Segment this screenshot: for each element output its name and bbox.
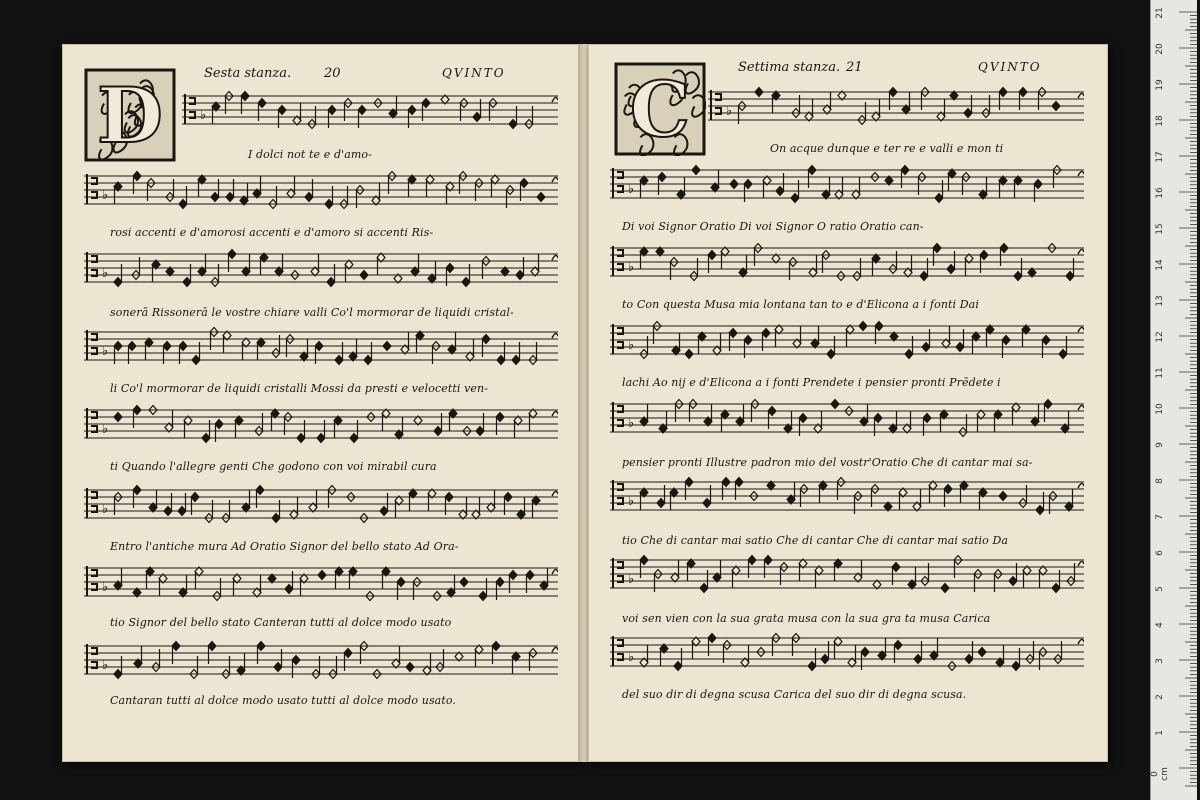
mensural-note [395, 496, 403, 519]
mensural-note [671, 560, 679, 583]
mensural-note [318, 571, 326, 580]
mensural-note [529, 409, 537, 432]
flat-sign: ♭ [102, 580, 109, 595]
measuring-ruler [1150, 0, 1197, 800]
mensural-note [426, 175, 434, 198]
lyric-line: pensier pronti Illustre padron mio del vostr'Oratio Che di cantar mai sa- [622, 456, 1033, 469]
mensural-note [730, 180, 738, 189]
mensural-note [741, 645, 749, 668]
mensural-note [831, 400, 839, 409]
mensural-note [1012, 403, 1020, 426]
mensural-note [930, 638, 938, 661]
mensural-note [334, 416, 342, 439]
mensural-note [114, 182, 122, 205]
mensural-note [423, 653, 431, 676]
mensural-note [235, 416, 243, 439]
mensural-note [531, 254, 539, 277]
clef-mark [711, 90, 721, 120]
clef-mark [613, 480, 623, 510]
mensural-note [409, 489, 417, 512]
decorated-initial [84, 68, 176, 162]
mensural-note [763, 176, 771, 199]
clef-mark [613, 246, 623, 276]
mensural-note [704, 404, 712, 427]
mensural-note [377, 253, 385, 276]
flat-sign: ♭ [726, 104, 733, 119]
ruler-label: 5 [1155, 586, 1165, 592]
mensural-note [787, 482, 795, 505]
ruler-label: 2 [1155, 694, 1165, 700]
mensural-note [447, 575, 455, 598]
mensural-note [392, 646, 400, 669]
custos-mark [1078, 639, 1084, 644]
mensural-note [860, 404, 868, 427]
mensural-note [517, 497, 525, 520]
mensural-note [941, 584, 949, 593]
music-staff [84, 396, 558, 456]
lyric-line: tio Che di cantar mai satio Che di cantar Che di cantar mai satio Da [622, 534, 1009, 547]
mensural-note [406, 663, 414, 672]
stanza-title: Settima stanza. [738, 60, 841, 75]
mensural-note [1014, 176, 1022, 199]
mensural-note [937, 99, 945, 122]
mensural-note [999, 176, 1007, 199]
mensural-note [672, 333, 680, 356]
mensural-note [835, 177, 843, 200]
mensural-note [640, 488, 648, 511]
ruler-label: 18 [1155, 115, 1165, 127]
mensural-note [146, 567, 154, 590]
flat-sign: ♭ [200, 108, 207, 123]
music-staff [610, 234, 1084, 294]
mensural-note [300, 574, 308, 597]
mensural-note [685, 350, 693, 359]
mensural-note [929, 481, 937, 504]
clef-mark [613, 402, 623, 432]
initial-letter: D [97, 71, 163, 160]
mensural-note [942, 326, 950, 349]
ruler-label: 19 [1155, 79, 1165, 91]
mensural-note [446, 182, 454, 205]
mensural-note [487, 490, 495, 513]
page-number: 21 [846, 60, 863, 75]
music-staff [84, 554, 558, 614]
mensural-note [300, 339, 308, 362]
mensural-note [999, 492, 1007, 501]
mensural-note [713, 333, 721, 356]
flat-sign: ♭ [102, 502, 109, 517]
clef-mark [87, 252, 97, 282]
lyric-line: to Con questa Musa mia lontana tan to e d'Elicona a i fonti Dai [622, 298, 979, 311]
mensural-note [491, 175, 499, 198]
mensural-note [540, 568, 548, 591]
mensural-note [401, 332, 409, 355]
flat-sign: ♭ [628, 650, 635, 665]
mensural-note [819, 481, 827, 504]
music-staff [610, 546, 1084, 606]
flat-sign: ♭ [102, 658, 109, 673]
mensural-note [411, 254, 419, 277]
mensural-note [755, 88, 763, 97]
lyric-line: I dolci not te e d'amo- [248, 148, 372, 161]
clef-mark [87, 330, 97, 360]
lyric-line: Entro l'antiche mura Ad Oratio Signor del bello stato Ad Ora- [110, 540, 459, 553]
custos-mark [1078, 327, 1084, 332]
mensural-note [721, 410, 729, 433]
mensural-note [514, 416, 522, 439]
mensural-note [972, 332, 980, 355]
mensural-note [179, 575, 187, 598]
ruler-label: 8 [1155, 478, 1165, 484]
ruler-label: 13 [1155, 295, 1165, 307]
mensural-note [775, 325, 783, 348]
music-staff [610, 468, 1084, 528]
mensural-note [459, 497, 467, 520]
mensural-note [899, 488, 907, 511]
ruler-label: 12 [1155, 331, 1165, 343]
voice-part-heading: QVINTO [978, 60, 1042, 74]
custos-mark [1078, 405, 1084, 410]
mensural-note [994, 410, 1002, 433]
mensural-note [416, 331, 424, 354]
custos-mark [1078, 561, 1084, 566]
mensural-note [872, 99, 880, 122]
mensural-note [293, 103, 301, 126]
mensural-note [165, 410, 173, 433]
mensural-note [449, 409, 457, 432]
mensural-note [986, 325, 994, 348]
mensural-note [692, 166, 700, 175]
mensural-note [290, 497, 298, 520]
clef-mark [87, 566, 97, 596]
ruler-label: 1 [1155, 730, 1165, 736]
lyric-line: del suo dir di degna scusa Carica del suo dir di degna scusa. [622, 688, 967, 701]
mensural-note [904, 255, 912, 278]
mensural-note [149, 490, 157, 513]
mensural-note [811, 326, 819, 349]
mensural-note [848, 645, 856, 668]
music-staff [708, 78, 1084, 138]
mensural-note [349, 567, 357, 590]
mensural-note [475, 645, 483, 668]
music-staff [182, 82, 558, 142]
mensural-note [195, 567, 203, 590]
mensural-note [253, 575, 261, 598]
mensural-note [815, 566, 823, 589]
right-page [588, 44, 1108, 762]
mensural-note [852, 177, 860, 200]
flat-sign: ♭ [102, 188, 109, 203]
mensural-note [640, 645, 648, 668]
custos-mark [1078, 93, 1084, 98]
mensural-note [854, 560, 862, 583]
ruler-label: 6 [1155, 550, 1165, 556]
lyric-line: On acque dunque e ter re e valli e mon ti [770, 142, 1004, 155]
custos-mark [552, 411, 558, 416]
initial-letter: C [629, 65, 691, 154]
mensural-note [1022, 325, 1030, 348]
mensural-note [784, 411, 792, 434]
mensural-note [1065, 489, 1073, 512]
mensural-note [1039, 566, 1047, 589]
mensural-note [472, 497, 480, 520]
mensural-note [772, 91, 780, 114]
music-staff [610, 390, 1084, 450]
mensural-note [466, 339, 474, 362]
clef-mark [185, 94, 195, 124]
clef-mark [613, 558, 623, 588]
mensural-note [145, 338, 153, 361]
ruler-label: 14 [1155, 259, 1165, 271]
mensural-note [198, 254, 206, 277]
mensural-note [698, 332, 706, 355]
custos-mark [552, 647, 558, 652]
clef-mark [613, 324, 623, 354]
mensural-note [1031, 404, 1039, 427]
mensural-note [240, 183, 248, 206]
mensural-note [978, 648, 986, 657]
mensural-note [212, 102, 220, 125]
mensural-note [640, 176, 648, 199]
decorated-initial [614, 62, 706, 156]
mensural-note [979, 177, 987, 200]
ruler-label: 4 [1155, 622, 1165, 628]
music-staff [610, 624, 1084, 684]
mensural-note [512, 652, 520, 675]
flat-sign: ♭ [102, 422, 109, 437]
ruler-label: 3 [1155, 658, 1165, 664]
mensural-note [382, 409, 390, 432]
mensural-note [311, 254, 319, 277]
mensural-note [940, 410, 948, 433]
mensural-note [1052, 102, 1060, 111]
clef-mark [613, 636, 623, 666]
custos-mark [552, 177, 558, 182]
flat-sign: ♭ [628, 416, 635, 431]
mensural-note [349, 339, 357, 362]
mensural-note [889, 411, 897, 434]
mensural-note [793, 326, 801, 349]
mensural-note [670, 488, 678, 511]
lyric-line: ti Quando l'allegre genti Che godono con voi mirabil cura [110, 460, 437, 473]
custos-mark [1078, 249, 1084, 254]
mensural-note [814, 411, 822, 434]
mensural-note [114, 413, 122, 422]
mensural-note [428, 489, 436, 512]
mensural-note [114, 568, 122, 591]
mensural-note [242, 254, 250, 277]
mensural-note [134, 646, 142, 669]
custos-mark [552, 255, 558, 260]
flat-sign: ♭ [102, 266, 109, 281]
custos-mark [552, 97, 558, 102]
mensural-note [383, 342, 391, 351]
mensural-note [345, 260, 353, 283]
flat-sign: ♭ [628, 260, 635, 275]
clef-mark [87, 174, 97, 204]
mensural-note [287, 176, 295, 199]
mensural-note [878, 638, 886, 661]
clef-mark [87, 408, 97, 438]
music-staff [84, 240, 558, 300]
flat-sign: ♭ [628, 182, 635, 197]
ruler-label: 0 cm [1150, 767, 1170, 781]
mensural-note [834, 637, 842, 660]
lyric-line: lachi Ao nij e d'Elicona a i fonti Prendete i pensier pronti Prēdete i [622, 376, 1001, 389]
clef-mark [87, 644, 97, 674]
music-staff [610, 312, 1084, 372]
mensural-note [408, 175, 416, 198]
mensural-note [309, 490, 317, 513]
mensural-note [834, 559, 842, 582]
flat-sign: ♭ [102, 344, 109, 359]
mensural-note [908, 567, 916, 590]
mensural-note [1023, 566, 1031, 589]
mensural-note [335, 567, 343, 590]
ruler-label: 16 [1155, 187, 1165, 199]
mensural-note [903, 411, 911, 434]
lyric-line: tio Signor del bello stato Canteran tutti al dolce modo usato [110, 616, 452, 629]
mensural-note [872, 254, 880, 277]
lyric-line: Di voi Signor Oratio Di voi Signor O ratio Oratio can- [622, 220, 924, 233]
mensural-note [532, 496, 540, 519]
mensural-note [242, 490, 250, 513]
music-staff [84, 632, 558, 692]
mensural-note [979, 488, 987, 511]
mensural-note [237, 653, 245, 676]
mensural-note [198, 175, 206, 198]
mensural-note [640, 404, 648, 427]
mensural-note [260, 253, 268, 276]
mensural-note [711, 170, 719, 193]
mensural-note [977, 410, 985, 433]
ruler-label: 7 [1155, 514, 1165, 520]
ruler-label: 9 [1155, 442, 1165, 448]
left-page [62, 44, 582, 762]
mensural-note [372, 183, 380, 206]
mensural-note [152, 260, 160, 283]
lyric-line: rosi accenti e d'amorosi accenti e d'amoro si accenti Ris- [110, 226, 434, 239]
mensural-note [846, 325, 854, 348]
custos-mark [552, 491, 558, 496]
mensural-note [822, 177, 830, 200]
lyric-line: li Co'l mormorar de liquidi cristalli Mossi da presti e velocetti ven- [110, 382, 489, 395]
mensural-note [799, 559, 807, 582]
ruler-label: 10 [1155, 403, 1165, 415]
ruler-label: 15 [1155, 223, 1165, 235]
ruler-label: 21 [1155, 7, 1165, 19]
mensural-note [692, 637, 700, 660]
mensural-note [257, 338, 265, 361]
mensural-note [253, 176, 261, 199]
voice-part-heading: QVINTO [442, 66, 506, 80]
custos-mark [1078, 483, 1084, 488]
mensural-note [948, 169, 956, 192]
mensural-note [448, 332, 456, 355]
lyric-line: Cantaran tutti al dolce modo usato tutti al dolce modo usato. [110, 694, 456, 707]
mensural-note [809, 255, 817, 278]
mensural-note [677, 177, 685, 200]
mensural-note [233, 574, 241, 597]
mensural-note [223, 331, 231, 354]
ruler-label: 17 [1155, 151, 1165, 163]
mensural-note [732, 566, 740, 589]
mensural-note [184, 416, 192, 439]
mensural-note [640, 247, 648, 270]
mensural-note [460, 578, 468, 587]
mensural-note [965, 254, 973, 277]
mensural-note [739, 255, 747, 278]
music-staff [610, 156, 1084, 216]
mensural-note [996, 645, 1004, 668]
mensural-note [537, 193, 545, 202]
flat-sign: ♭ [628, 572, 635, 587]
ruler-label: 11 [1155, 367, 1165, 379]
mensural-note [271, 409, 279, 432]
mensural-note [687, 559, 695, 582]
custos-mark [1078, 171, 1084, 176]
mensural-note [721, 247, 729, 270]
mensural-note [736, 404, 744, 427]
lyric-line: voi sen vien con la sua grata musa con la sua gra ta musa Carica [622, 612, 991, 625]
mensural-note [382, 567, 390, 590]
custos-mark [552, 569, 558, 574]
mensural-note [859, 322, 867, 331]
mensural-note [805, 99, 813, 122]
music-staff [84, 162, 558, 222]
mensural-note [902, 92, 910, 115]
mensural-note [360, 271, 368, 280]
mensural-note [242, 338, 250, 361]
mensural-note [275, 254, 283, 277]
page-number: 20 [324, 66, 341, 81]
mensural-note [660, 644, 668, 667]
mensural-note [913, 489, 921, 512]
mensural-note [389, 96, 397, 119]
stanza-title: Sesta stanza. [204, 66, 292, 81]
mensural-note [659, 411, 667, 434]
music-staff [84, 476, 558, 536]
clef-mark [613, 168, 623, 198]
clef-mark [87, 488, 97, 518]
mensural-note [428, 261, 436, 284]
music-staff [84, 318, 558, 378]
mensural-note [1061, 411, 1069, 434]
mensural-note [823, 92, 831, 115]
lyric-line: sonerā Rissonerā le vostre chiare valli Co'l mormorar de liquidi cristal- [110, 306, 514, 319]
custos-mark [552, 333, 558, 338]
flat-sign: ♭ [628, 338, 635, 353]
ruler-label: 20 [1155, 43, 1165, 55]
mensural-note [395, 417, 403, 440]
mensural-note [713, 560, 721, 583]
flat-sign: ♭ [628, 494, 635, 509]
mensural-note [960, 481, 968, 504]
mensural-note [159, 574, 167, 597]
